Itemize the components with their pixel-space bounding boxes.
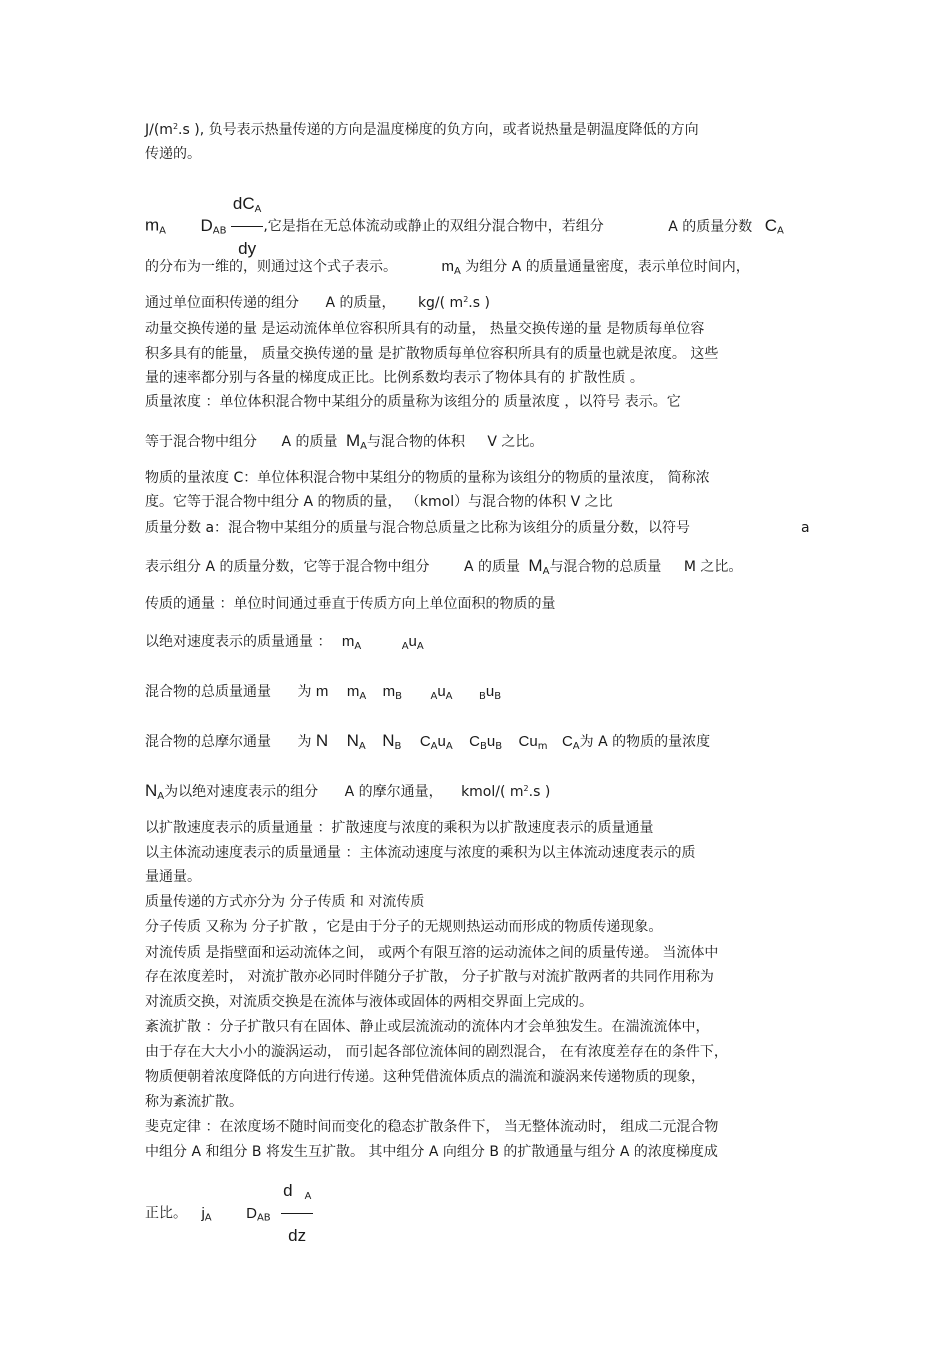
fraction-d-dz: $\frac{\text{d A}}{dz}$ xyxy=(281,1170,313,1257)
fraction-dCA-dy: $\frac{\text{dCA}}{dy}$ xyxy=(231,183,263,270)
text-line-21: 以主体流动速度表示的质量通量 ：主体流动速度与浓度的乘积为以主体流动速度表示的质 xyxy=(145,845,696,861)
text-line-30: 物质便朝着浓度降低的方向进行传递。这种凭借流体质点的湍流和漩涡来传递物质的现象， xyxy=(145,1069,705,1085)
text-line-14: 表示组分 A 的质量分数，它等于混合物中组分 A 的质量 $M_A$与混合物的总质量 M 之比。 xyxy=(145,556,743,577)
text-line-9: 质量浓度 ：单位体积混合物中某组分的质量称为该组分的 质量浓度 ，以符号 表示。它 xyxy=(145,394,681,410)
text-line-6: 动量交换传递的量 是运动流体单位容积所具有的动量， 热量交换传递的量 是物质每单位容 xyxy=(145,321,705,337)
total-molar-flux-line: 混合物的总摩尔通量 为 N $N_A$ $N_B$ $C_Au_A$ $C_Bu_B$ $Cu_m$ $C_A$为 A 的物质的量浓度 xyxy=(145,731,711,752)
text-line-31: 称为紊流扩散。 xyxy=(145,1094,243,1110)
text-line-8: 量的速率都分别与各量的梯度成正比。比例系数均表示了物体具有的 扩散性质 。 xyxy=(145,370,644,386)
text-line-5: 通过单位面积传递的组分 A 的质量， kg/( $m^2.s$ ) xyxy=(145,295,490,311)
text-line-7: 积多具有的能量， 质量交换传递的量 是扩散物质每单位容积所具有的质量也就是浓度。 这些 xyxy=(145,346,719,362)
text-line-2: 传递的。 xyxy=(145,146,201,162)
text-line-24: 分子传质 又称为 分子扩散 ，它是由于分子的无规则热运动而形成的物质传递现象。 xyxy=(145,919,663,935)
text-line-29: 由于存在大大小小的漩涡运动， 而引起各部位流体间的剧烈混合， 在有浓度差存在的条件下， xyxy=(145,1044,728,1060)
text-line-25: 对流传质 是指壁面和运动流体之间， 或两个有限互溶的运动流体之间的质量传递。 当流体中 xyxy=(145,945,719,961)
text-line-19: $N_A$为以绝对速度表示的组分 A 的摩尔通量， kmol/( $m^2.s$ ) xyxy=(145,781,551,802)
fick-formula-diffusion: 正比。 $j_A$ $D_{AB}$ $\frac{\text{d A}}{dz}$ xyxy=(145,1170,313,1257)
fick-formula-mass: $m_A$ $D_{AB}$ $\frac{\text{dCA}}{dy}$ ,它是指在无总体流动或静止的双组分混合物中，若组分 A 的质量分数 $C_A$ xyxy=(145,183,784,270)
text-line-1: $J/(m^2.s$ ), 负号表示热量传递的方向是温度梯度的负方向，或者说热量是朝温度降低的方向 xyxy=(145,122,699,138)
text-line-33: 中组分 A 和组分 B 将发生互扩散。 其中组分 A 向组分 B 的扩散通量与组分 A 的浓度梯度成 xyxy=(145,1144,718,1160)
text-line-10: 等于混合物中组分 A 的质量 $M_A$与混合物的体积 V 之比。 xyxy=(145,431,544,452)
absolute-mass-flux-line: 以绝对速度表示的质量通量 ： $m_A$ $_Au_A$ xyxy=(145,633,424,652)
text-line-11: 物质的量浓度 C：单位体积混合物中某组分的物质的量称为该组分的物质的量浓度， 简称浓 xyxy=(145,470,710,486)
text-line-15: 传质的通量 ：单位时间通过垂直于传质方向上单位面积的物质的量 xyxy=(145,596,556,612)
total-mass-flux-line: 混合物的总质量通量 为 m $m_A$ $m_B$ $_Au_A$ $_Bu_B$ xyxy=(145,683,502,702)
text-line-23: 质量传递的方式亦分为 分子传质 和 对流传质 xyxy=(145,894,425,910)
text-line-32: 斐克定律 ：在浓度场不随时间而变化的稳态扩散条件下， 当无整体流动时， 组成二元混合物 xyxy=(145,1119,719,1135)
text-line-20: 以扩散速度表示的质量通量 ：扩散速度与浓度的乘积为以扩散速度表示的质量通量 xyxy=(145,820,654,836)
text-line-4: 的分布为一维的，则通过这个式子表示。 $m_A$ 为组分 A 的质量通量密度，表示单位时间内， xyxy=(145,258,750,277)
text-line-26: 存在浓度差时， 对流扩散亦必同时伴随分子扩散， 分子扩散与对流扩散两者的共同作用称为 xyxy=(145,969,714,985)
text-line-27: 对流质交换，对流质交换是在流体与液体或固体的两相交界面上完成的。 xyxy=(145,994,593,1010)
text-line-22: 量通量。 xyxy=(145,869,201,885)
text-line-13: 质量分数 a：混合物中某组分的质量与混合物总质量之比称为该组分的质量分数，以符号 a xyxy=(145,520,810,536)
text-line-28: 紊流扩散 ：分子扩散只有在固体、静止或层流流动的流体内才会单独发生。在湍流流体中， xyxy=(145,1019,710,1035)
text-line-12: 度。它等于混合物中组分 A 的物质的量， （kmol）与混合物的体积 V 之比 xyxy=(145,494,613,510)
